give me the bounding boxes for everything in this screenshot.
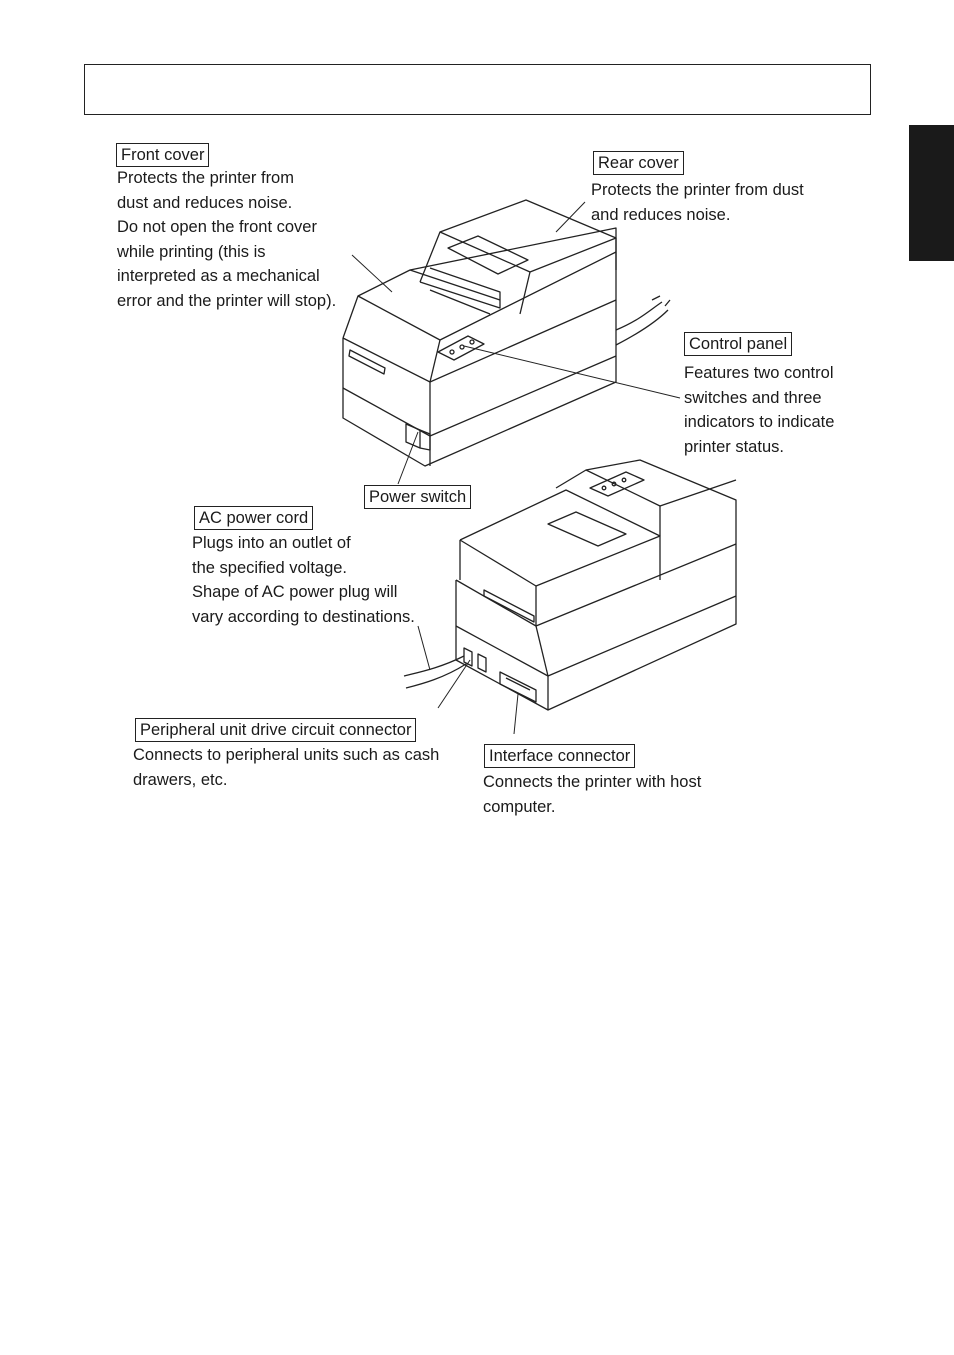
description-line: Connects to peripheral units such as cash xyxy=(133,746,440,764)
description-line: while printing (this is xyxy=(117,242,266,261)
description-line: Do not open the front cover xyxy=(117,218,317,236)
printer-front-view xyxy=(343,200,680,484)
interface-connector-label: Interface connector xyxy=(484,744,635,768)
description-line: indicators to indicate xyxy=(684,413,835,431)
description-line: vary according to destinations. xyxy=(192,607,415,626)
description-line: Features two control xyxy=(684,364,834,382)
control-panel-description xyxy=(684,361,834,459)
description-line: printer status. xyxy=(684,437,784,456)
control-panel-label: Control panel xyxy=(684,332,792,356)
description-line: drawers, etc. xyxy=(133,770,228,789)
description-line: Plugs into an outlet of xyxy=(192,534,351,552)
front-cover-description xyxy=(117,166,336,313)
description-line: Shape of AC power plug will xyxy=(192,583,398,601)
peripheral-connector-description xyxy=(133,743,439,792)
description-line: and reduces noise. xyxy=(591,205,731,224)
interface-connector-description xyxy=(483,770,701,819)
description-line: Protects the printer from xyxy=(117,169,294,187)
description-line: error and the printer will stop). xyxy=(117,291,337,310)
description-line: Protects the printer from dust xyxy=(591,181,804,199)
peripheral-connector-label: Peripheral unit drive circuit connector xyxy=(135,718,416,742)
power-switch-label: Power switch xyxy=(364,485,471,509)
ac-power-cord-label: AC power cord xyxy=(194,506,313,530)
description-line: computer. xyxy=(483,797,556,816)
front-cover-label: Front cover xyxy=(116,143,209,167)
description-line: the specified voltage. xyxy=(192,558,348,577)
description-line: Connects the printer with host xyxy=(483,773,702,791)
rear-cover-label: Rear cover xyxy=(593,151,684,175)
ac-power-cord-description xyxy=(192,531,415,629)
description-line: dust and reduces noise. xyxy=(117,193,293,212)
description-line: interpreted as a mechanical xyxy=(117,267,320,285)
rear-cover-description xyxy=(591,178,804,227)
description-line: switches and three xyxy=(684,388,822,407)
